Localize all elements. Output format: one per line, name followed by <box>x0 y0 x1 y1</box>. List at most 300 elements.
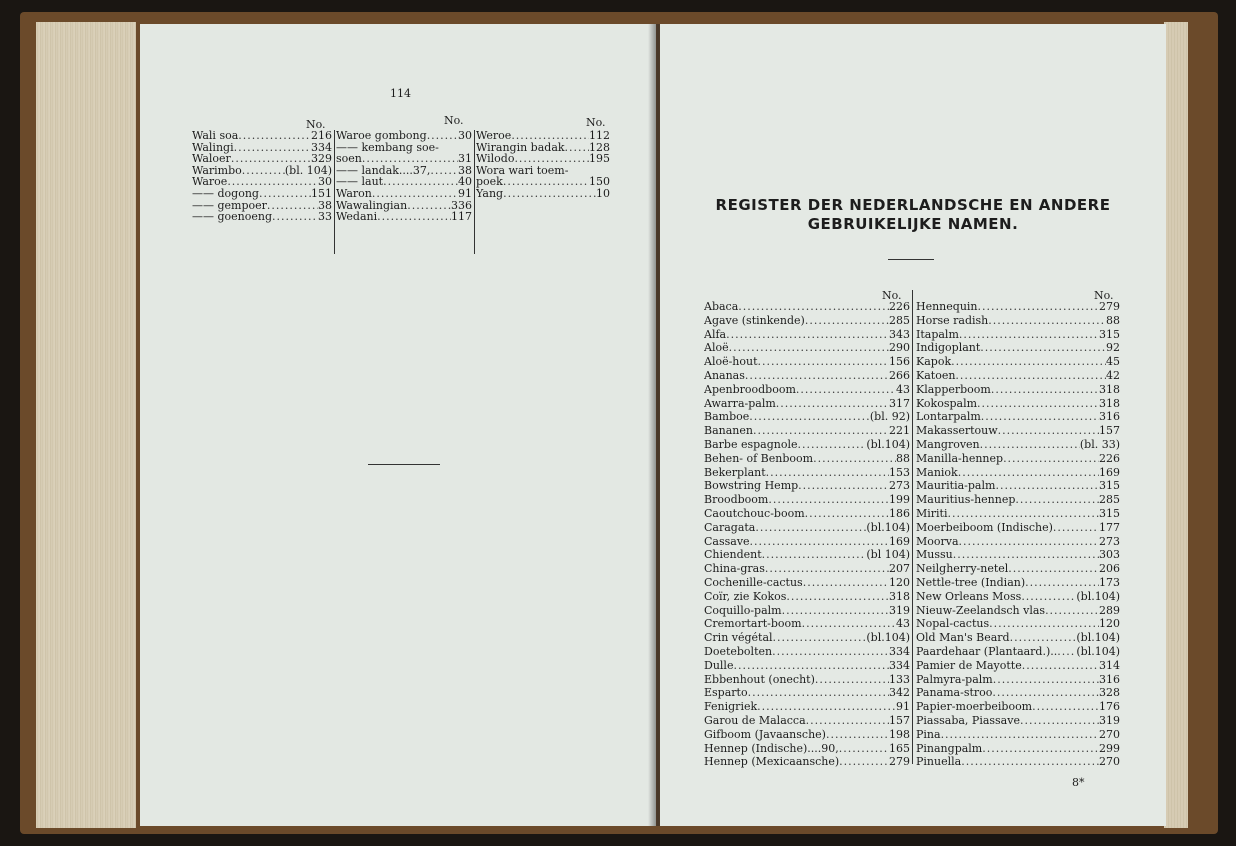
entry-name: Mauritia-palm <box>916 480 996 493</box>
entry-name: —— goenoeng <box>192 211 273 224</box>
entry-name: Fenigriek <box>704 701 758 714</box>
leader-dots <box>773 632 867 644</box>
entry-number: 342 <box>889 687 910 700</box>
entry-number: 92 <box>1106 342 1120 355</box>
leader-dots <box>766 467 889 479</box>
leader-dots <box>1010 632 1077 644</box>
index-entry <box>916 398 1120 410</box>
leader-dots <box>755 522 866 534</box>
entry-name: Walingi <box>192 141 234 154</box>
entry-name: Warimbo <box>192 164 242 177</box>
entry-number: 285 <box>1099 494 1120 507</box>
entry-name: Bamboe <box>704 411 750 424</box>
index-entry <box>704 536 910 548</box>
index-entry <box>192 165 332 177</box>
index-entry <box>336 130 472 142</box>
entry-number: 273 <box>889 480 910 493</box>
entry-number: 195 <box>589 153 610 166</box>
leader-dots <box>745 370 889 382</box>
leader-dots <box>242 165 285 177</box>
entry-number: 133 <box>889 673 910 686</box>
leader-dots <box>1008 563 1099 575</box>
entry-name: Klapperboom <box>916 383 991 396</box>
index-entry <box>704 370 910 382</box>
entry-name: Old Man's Beard <box>916 632 1010 645</box>
index-entry <box>704 356 910 368</box>
index-entry <box>916 674 1120 686</box>
leader-dots <box>259 188 311 200</box>
index-entry <box>192 142 332 154</box>
entry-number: 128 <box>589 141 610 154</box>
entry-number: 33 <box>318 211 332 224</box>
entry-number: 38 <box>458 164 472 177</box>
leader-dots <box>267 200 318 212</box>
leader-dots <box>980 342 1106 354</box>
index-entry <box>476 165 610 177</box>
entry-number: 150 <box>589 176 610 189</box>
index-entry <box>336 153 472 165</box>
index-entry <box>704 342 910 354</box>
index-entry <box>916 632 1120 644</box>
leader-dots <box>758 356 889 368</box>
entry-name: Doetebolten <box>704 646 773 658</box>
entry-name: Neilgherry-netel <box>916 563 1009 576</box>
index-entry <box>476 176 610 188</box>
leader-dots <box>1045 605 1099 617</box>
entry-name: poek <box>476 176 503 189</box>
entry-name: Cremortart-boom <box>704 618 802 631</box>
index-entry <box>476 188 610 200</box>
leader-dots <box>806 715 889 727</box>
index-entry <box>916 563 1120 575</box>
index-entry <box>916 301 1120 313</box>
index-entry <box>704 467 910 479</box>
index-entry <box>704 715 910 727</box>
entry-number: 199 <box>889 494 910 507</box>
leader-dots <box>813 453 896 465</box>
leader-dots <box>961 756 1099 768</box>
entry-number: 285 <box>889 314 910 327</box>
entry-number: (bl.104) <box>866 521 910 534</box>
entry-number: 88 <box>1106 314 1120 327</box>
entry-name: Pinangpalm <box>916 742 983 755</box>
index-entry <box>704 439 910 451</box>
entry-name: Mangroven <box>916 439 980 451</box>
entry-number: 334 <box>889 659 910 672</box>
entry-name: Awarra-palm <box>704 397 776 410</box>
entry-name: Moerbeiboom (Indische) <box>916 521 1053 534</box>
entry-number: 165 <box>889 742 910 755</box>
entry-name: Paardehaar (Plantaard.).. <box>916 646 1058 658</box>
entry-number: 221 <box>889 425 910 438</box>
index-entry <box>192 153 332 165</box>
index-entry <box>916 536 1120 548</box>
index-entry <box>704 646 910 658</box>
entry-number: 177 <box>1099 521 1120 534</box>
entry-name: Agave (stinkende) <box>704 314 805 327</box>
leader-dots <box>797 439 866 451</box>
leader-dots <box>959 329 1099 341</box>
entry-number: 43 <box>896 618 910 631</box>
leader-dots <box>372 188 458 200</box>
entry-number: 226 <box>1099 452 1120 465</box>
column-header-no: No. <box>1094 289 1114 302</box>
index-entry <box>704 674 910 686</box>
entry-number: 319 <box>889 604 910 617</box>
index-entry <box>336 211 472 223</box>
index-entry <box>916 701 1120 713</box>
index-entry <box>704 411 910 423</box>
entry-number: 318 <box>889 590 910 603</box>
entry-number: 315 <box>1099 480 1120 493</box>
entry-number: 216 <box>311 130 332 142</box>
leader-dots <box>798 480 889 492</box>
entry-name: Ananas <box>704 370 745 382</box>
index-entry <box>336 200 472 212</box>
index-entry <box>704 301 910 313</box>
entry-name: Bekerplant <box>704 466 766 479</box>
leader-dots <box>776 398 889 410</box>
entry-name: Palmyra-palm <box>916 673 993 686</box>
entry-name: Nieuw-Zeelandsch vlas <box>916 604 1046 617</box>
leader-dots <box>839 743 889 755</box>
index-entry <box>704 563 910 575</box>
entry-number: 31 <box>458 153 472 166</box>
leader-dots <box>238 130 311 142</box>
leader-dots <box>951 356 1106 368</box>
entry-name: Kapok <box>916 356 952 369</box>
leader-dots <box>977 398 1099 410</box>
left-page <box>140 24 656 826</box>
entry-number: 30 <box>458 130 472 142</box>
entry-name: Wali soa <box>192 130 239 142</box>
index-entry <box>916 494 1120 506</box>
entry-name: Waron <box>336 188 372 200</box>
entry-number: 317 <box>889 397 910 410</box>
entry-name: Moorva <box>916 535 959 548</box>
leader-dots <box>1021 591 1076 603</box>
index-entry <box>916 508 1120 520</box>
index-entry <box>704 329 910 341</box>
entry-number: 316 <box>1099 411 1120 424</box>
column-header-no: No. <box>444 114 464 127</box>
index-entry <box>704 315 910 327</box>
index-entry <box>704 687 910 699</box>
entry-name: Esparto <box>704 687 748 700</box>
index-entry <box>916 591 1120 603</box>
entry-number: 226 <box>889 301 910 313</box>
index-entry <box>916 605 1120 617</box>
entry-number: (bl.104) <box>866 439 910 451</box>
entry-name: Nettle-tree (Indian) <box>916 577 1026 589</box>
page-number: 114 <box>390 87 411 100</box>
title-line-1: REGISTER DER NEDERLANDSCHE EN ANDERE <box>715 196 1111 214</box>
index-entry <box>916 743 1120 755</box>
leader-dots <box>803 577 889 589</box>
index-entry <box>704 632 910 644</box>
column-divider <box>474 130 475 254</box>
index-entry <box>916 370 1120 382</box>
entry-name: Pinuella <box>916 756 962 769</box>
leader-dots <box>753 425 889 437</box>
entry-name: Panama-stroo <box>916 687 993 700</box>
entry-name: Piassaba, Piassave <box>916 715 1020 727</box>
index-entry <box>916 315 1120 327</box>
entry-number: 279 <box>889 756 910 769</box>
leader-dots <box>982 743 1099 755</box>
index-entry <box>916 356 1120 368</box>
entry-number: 120 <box>889 577 910 589</box>
entry-name: —— landak....37, <box>336 164 431 177</box>
entry-name: Garou de Malacca <box>704 715 806 727</box>
leader-dots <box>1020 715 1099 727</box>
right-page <box>660 24 1166 826</box>
entry-number: 91 <box>458 188 472 200</box>
entry-name: Aloë-hout <box>704 356 758 369</box>
leader-dots <box>511 130 589 142</box>
entry-number: 43 <box>896 383 910 396</box>
column-divider <box>912 290 913 764</box>
index-entry <box>916 756 1120 768</box>
leader-dots <box>503 188 596 200</box>
entry-name: Wawalingian <box>336 199 408 212</box>
leader-dots <box>738 301 889 313</box>
entry-name: Weroe <box>476 130 512 142</box>
index-entry <box>476 130 610 142</box>
entry-number: 91 <box>896 701 910 714</box>
entry-number: (bl.104) <box>1076 646 1120 658</box>
leader-dots <box>1025 577 1099 589</box>
leader-dots <box>757 701 896 713</box>
entry-name: Nopal-cactus <box>916 618 990 631</box>
end-rule <box>368 464 440 465</box>
entry-name: Pamier de Mayotte <box>916 659 1022 672</box>
index-entry <box>192 130 332 142</box>
index-entry <box>916 618 1120 630</box>
entry-name: Caoutchouc-boom <box>704 508 805 520</box>
index-entry <box>916 687 1120 699</box>
leader-dots <box>227 176 318 188</box>
leader-dots <box>772 646 889 658</box>
entry-name: Broodboom <box>704 494 769 507</box>
register-title <box>660 196 1166 234</box>
index-entry <box>476 153 610 165</box>
leader-dots <box>272 211 318 223</box>
entry-name: Katoen <box>916 370 956 382</box>
leader-dots <box>959 536 1099 548</box>
leader-dots <box>383 176 458 188</box>
entry-name: Alfa <box>704 328 727 341</box>
index-entry <box>192 211 332 223</box>
leader-dots <box>748 687 889 699</box>
index-entry <box>336 176 472 188</box>
entry-number: (bl. 104) <box>284 164 332 177</box>
index-entry <box>916 384 1120 396</box>
entry-name: Dulle <box>704 659 734 672</box>
entry-name: Manilla-hennep <box>916 452 1004 465</box>
leader-dots <box>839 756 889 768</box>
leader-dots <box>802 618 896 630</box>
entry-name: Barbe espagnole <box>704 439 798 451</box>
entry-number: 176 <box>1099 701 1120 714</box>
entry-name: Pina <box>916 728 941 741</box>
entry-number: 206 <box>1099 563 1120 576</box>
leader-dots <box>234 142 311 154</box>
entry-name: —— laut <box>336 176 384 189</box>
index-entry <box>192 200 332 212</box>
entry-name: Horse radish <box>916 314 989 327</box>
leader-dots <box>726 329 889 341</box>
index-entry <box>916 329 1120 341</box>
leader-dots <box>805 315 889 327</box>
entry-name: Caragata <box>704 521 756 534</box>
leader-dots <box>805 508 889 520</box>
leader-dots <box>514 153 589 165</box>
leader-dots <box>1022 660 1099 672</box>
entry-name: Miriti <box>916 508 948 520</box>
entry-number: 156 <box>889 356 910 369</box>
leader-dots <box>1057 646 1076 658</box>
entry-name: Cochenille-cactus <box>704 577 803 589</box>
entry-number: 319 <box>1099 715 1120 727</box>
entry-name: Makassertouw <box>916 425 998 438</box>
entry-name: Lontarpalm <box>916 411 981 424</box>
entry-number: 45 <box>1106 356 1120 369</box>
index-entry <box>704 549 910 561</box>
page-edges-right <box>1164 22 1188 828</box>
entry-name: Bananen <box>704 425 753 438</box>
leader-dots <box>941 729 1099 741</box>
index-entry <box>704 701 910 713</box>
entry-number: 273 <box>1099 535 1120 548</box>
entry-number: 328 <box>1099 687 1120 700</box>
index-entry <box>916 439 1120 451</box>
entry-number: 290 <box>889 342 910 355</box>
index-entry <box>704 743 910 755</box>
entry-name: Bowstring Hemp <box>704 480 799 493</box>
entry-number: 279 <box>1099 301 1120 313</box>
index-entry <box>704 384 910 396</box>
index-entry <box>916 660 1120 672</box>
leader-dots <box>992 687 1099 699</box>
entry-name: —— dogong <box>192 188 259 200</box>
entry-number: 334 <box>889 646 910 658</box>
leader-dots <box>750 536 889 548</box>
entry-name: Gifboom (Javaansche) <box>704 728 826 741</box>
entry-name: Mauritius-hennep <box>916 494 1016 507</box>
leader-dots <box>1053 522 1099 534</box>
column-divider <box>334 130 335 254</box>
index-entry <box>916 480 1120 492</box>
column-header-no: No. <box>306 118 326 131</box>
title-rule <box>888 259 934 260</box>
entry-number: 10 <box>596 188 610 200</box>
index-entry <box>916 522 1120 534</box>
index-entry <box>704 729 910 741</box>
entry-number: 88 <box>896 452 910 465</box>
entry-name: Cassave <box>704 535 750 548</box>
entry-number: (bl.104) <box>1076 632 1120 645</box>
entry-name: Mussu <box>916 549 953 562</box>
index-entry <box>192 176 332 188</box>
entry-number: 315 <box>1099 328 1120 341</box>
entry-number: (bl.104) <box>1076 590 1120 603</box>
entry-name: Wilodo <box>476 153 515 166</box>
leader-dots <box>1015 494 1099 506</box>
entry-number: 329 <box>311 153 332 166</box>
entry-number: 318 <box>1099 383 1120 396</box>
index-entry <box>704 591 910 603</box>
entry-name: Maniok <box>916 466 958 479</box>
index-entry <box>336 165 472 177</box>
index-entry <box>704 605 910 617</box>
leader-dots <box>786 591 889 603</box>
column-header-no: No. <box>882 289 902 302</box>
index-entry <box>916 342 1120 354</box>
entry-name: —— kembang soe- <box>336 141 439 154</box>
leader-dots <box>1003 453 1099 465</box>
entry-number: (bl. 33) <box>1079 439 1120 451</box>
entry-name: Aloë <box>704 342 729 355</box>
entry-name: Papier-moerbeiboom <box>916 701 1033 714</box>
entry-number: 153 <box>889 466 910 479</box>
entry-name: Hennep (Mexicaansche) <box>704 756 840 769</box>
entry-name: Wora wari toem- <box>476 164 569 177</box>
entry-name: Hennep (Indische)....90, <box>704 742 839 755</box>
entry-name: Abaca <box>704 301 739 313</box>
entry-number: 336 <box>451 199 472 212</box>
index-entry <box>916 453 1120 465</box>
entry-number: 270 <box>1099 728 1120 741</box>
leader-dots <box>427 130 458 142</box>
leader-dots <box>991 384 1099 396</box>
index-entry <box>704 494 910 506</box>
entry-number: 30 <box>318 176 332 189</box>
leader-dots <box>948 508 1100 520</box>
index-entry <box>704 618 910 630</box>
index-entry <box>336 142 472 154</box>
page-edges-left <box>36 22 136 828</box>
entry-number: (bl 104) <box>866 549 910 562</box>
entry-name: Indigoplant <box>916 342 981 355</box>
leader-dots <box>762 549 867 561</box>
entry-number: 198 <box>889 728 910 741</box>
entry-number: (bl. 92) <box>869 411 910 424</box>
entry-number: 343 <box>889 328 910 341</box>
leader-dots <box>953 549 1099 561</box>
leader-dots <box>998 425 1099 437</box>
entry-number: 299 <box>1099 742 1120 755</box>
index-entry <box>916 729 1120 741</box>
entry-number: 318 <box>1099 397 1120 410</box>
leader-dots <box>796 384 896 396</box>
entry-number: 316 <box>1099 673 1120 686</box>
leader-dots <box>995 480 1099 492</box>
index-entry <box>916 715 1120 727</box>
entry-number: 186 <box>889 508 910 520</box>
index-entry <box>704 756 910 768</box>
leader-dots <box>362 153 458 165</box>
entry-name: soen <box>336 153 362 166</box>
entry-number: 303 <box>1099 549 1120 562</box>
leader-dots <box>231 153 311 165</box>
index-entry <box>704 453 910 465</box>
leader-dots <box>989 618 1099 630</box>
entry-number: 314 <box>1099 659 1120 672</box>
column-header-no: No. <box>586 116 606 129</box>
entry-name: Chiendent <box>704 549 762 562</box>
entry-number: 270 <box>1099 756 1120 769</box>
